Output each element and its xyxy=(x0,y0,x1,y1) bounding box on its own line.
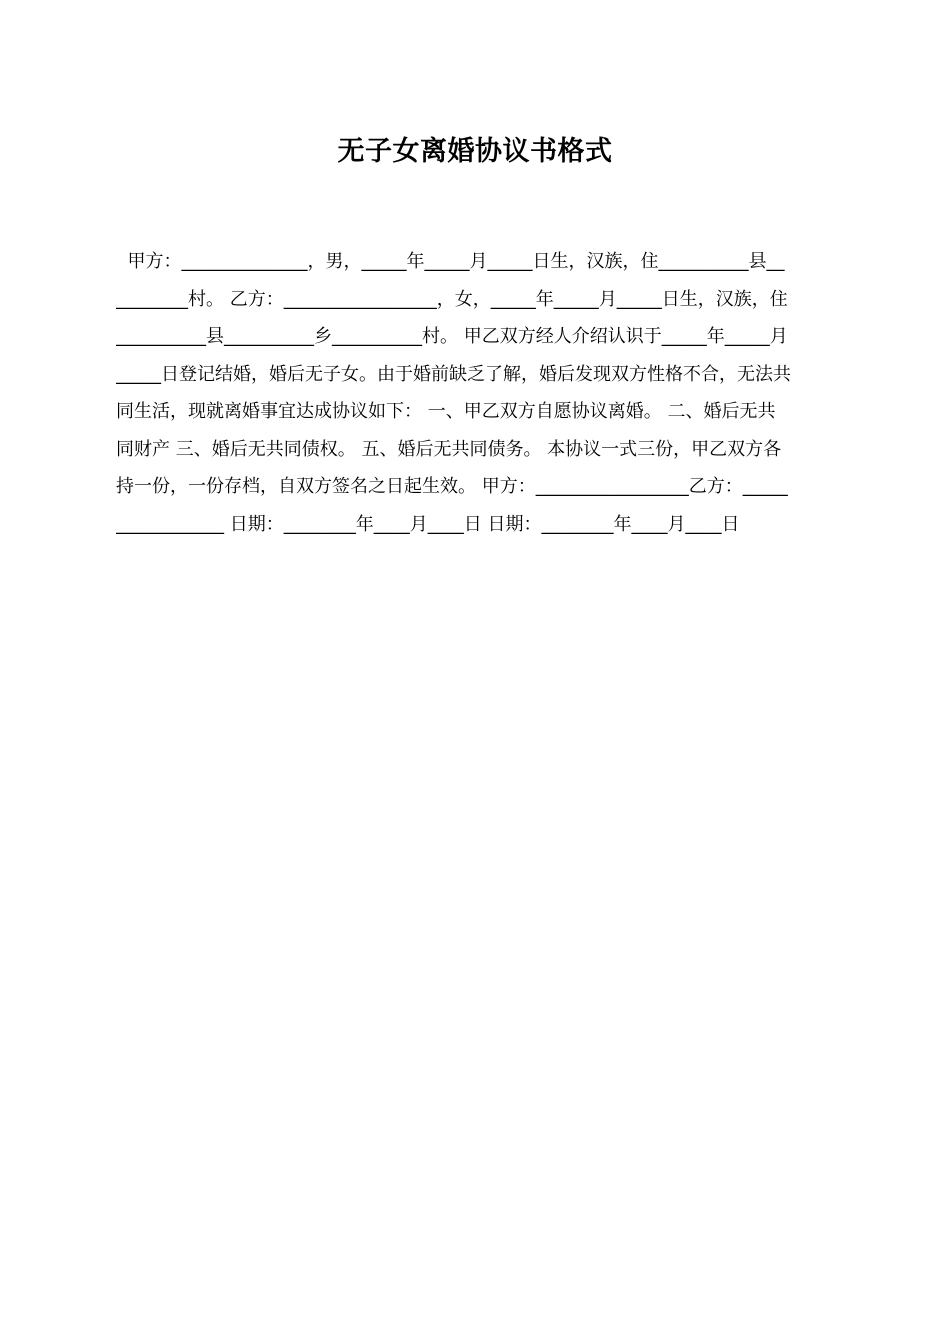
body-line: ____________ 日期：________年____月____日 日期：________年____月____日 xyxy=(116,513,740,535)
body-line: __________县__________乡__________村。 甲乙双方经人介绍认识于_____年_____月 xyxy=(116,326,788,347)
document-title: 无子女离婚协议书格式 xyxy=(337,136,613,167)
body-line: 同生活，现就离婚事宜达成协议如下： 一、甲乙双方自愿协议离婚。 二、婚后无共 xyxy=(116,401,776,422)
body-line: 持一份，一份存档，自双方签名之日起生效。 甲方：_________________乙方：_____ xyxy=(116,476,788,497)
body-line: ________村。 乙方：_________________，女，_____年_____月_____日生，汉族，住 xyxy=(116,288,788,310)
body-line: 甲方：______________，男，_____年_____月_____日生，汉族，住__________县__ xyxy=(116,251,785,272)
body-line: _____日登记结婚，婚后无子女。由于婚前缺乏了解，婚后发现双方性格不合，无法共 xyxy=(116,363,791,385)
document-body xyxy=(116,243,838,543)
body-line: 同财产 三、婚后无共同债权。 五、婚后无共同债务。 本协议一式三份，甲乙双方各 xyxy=(116,438,782,460)
